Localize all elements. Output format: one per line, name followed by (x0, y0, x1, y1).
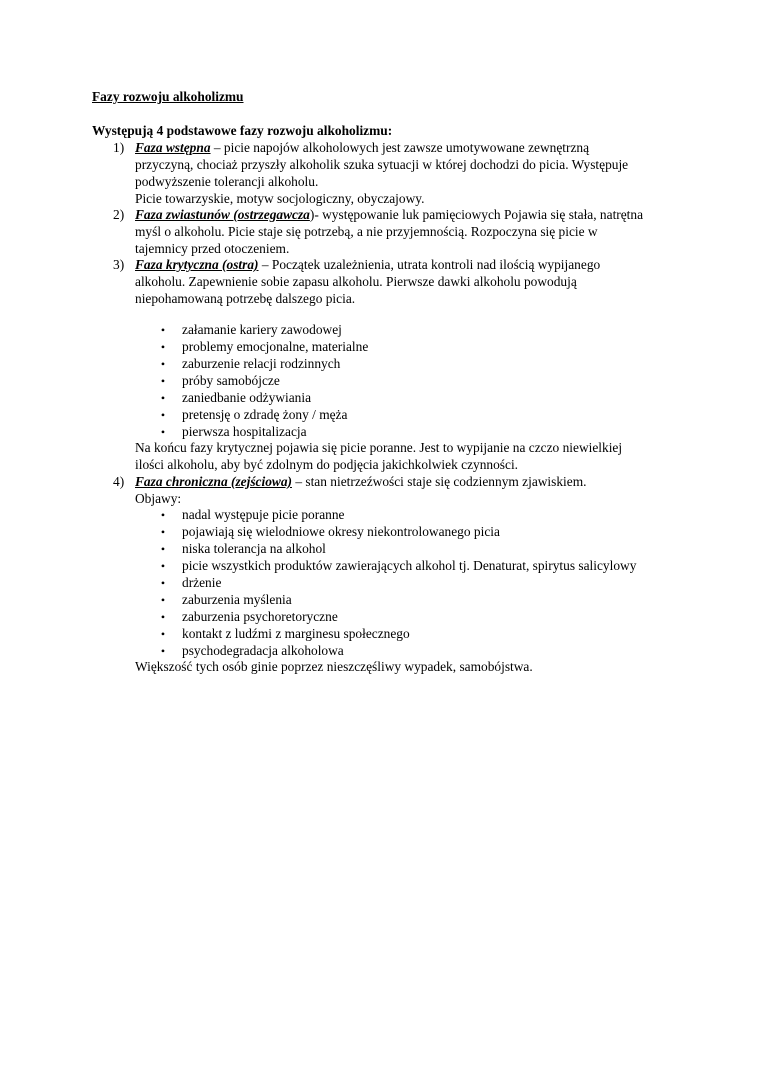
phase-number: 3) (113, 257, 125, 272)
phase-number: 1) (113, 140, 125, 155)
bullet-icon: • (160, 374, 166, 388)
page-title: Fazy rozwoju alkoholizmu (92, 89, 244, 104)
phase-note: ilości alkoholu, aby być zdolnym do podjęcia jakichkolwiek czynności. (135, 457, 519, 472)
bullet-icon: • (160, 627, 166, 641)
bullet-icon: • (160, 391, 166, 405)
phase-line: Picie towarzyskie, motyw socjologiczny, obyczajowy. (135, 191, 425, 206)
phase-line (135, 207, 643, 224)
list-item: pierwsza hospitalizacja (182, 424, 307, 439)
bullet-icon: • (160, 408, 166, 422)
phase-line (135, 257, 600, 274)
phase-name: Faza zwiastunów (ostrzegawcza (135, 207, 310, 222)
phase-line: podwyższenie tolerancji alkoholu. (135, 174, 319, 189)
phase-name: Faza krytyczna (ostra) (135, 257, 259, 272)
bullet-icon: • (160, 508, 166, 522)
phase-text: )- występowanie luk pamięciowych Pojawia się stała, natrętna (309, 207, 644, 222)
bullet-icon: • (160, 340, 166, 354)
bullet-icon: • (160, 576, 166, 590)
phase-number: 4) (113, 474, 125, 489)
phase-number: 2) (113, 207, 125, 222)
phase-text: – Początek uzależnienia, utrata kontroli nad ilością wypijanego (258, 257, 601, 272)
phase-line: tajemnicy przed otoczeniem. (135, 241, 290, 256)
phase-name: Faza chroniczna (zejściowa) (135, 474, 292, 489)
list-item: problemy emocjonalne, materialne (182, 339, 369, 354)
list-item: niska tolerancja na alkohol (182, 541, 326, 556)
list-item: zaniedbanie odżywiania (182, 390, 312, 405)
list-item: picie wszystkich produktów zawierających alkohol tj. Denaturat, spirytus salicylowy (182, 558, 637, 573)
list-item: załamanie kariery zawodowej (182, 322, 342, 337)
bullet-icon: • (160, 542, 166, 556)
list-item: zaburzenie relacji rodzinnych (182, 356, 341, 371)
bullet-icon: • (160, 323, 166, 337)
bullet-icon: • (160, 357, 166, 371)
list-item: zaburzenia myślenia (182, 592, 292, 607)
phase-line: alkoholu. Zapewnienie sobie zapasu alkoholu. Pierwsze dawki alkoholu powodują (135, 274, 577, 289)
list-item: kontakt z ludźmi z marginesu społecznego (182, 626, 410, 641)
bullet-icon: • (160, 644, 166, 658)
list-item: nadal występuje picie poranne (182, 507, 345, 522)
bullet-icon: • (160, 559, 166, 573)
list-item: drżenie (182, 575, 222, 590)
list-item: próby samobójcze (182, 373, 280, 388)
bullet-icon: • (160, 610, 166, 624)
intro-heading: Występują 4 podstawowe fazy rozwoju alkoholizmu: (92, 123, 393, 138)
phase-text: – stan nietrzeźwości staje się codziennym zjawiskiem. (291, 474, 587, 489)
phase-line: Objawy: (135, 491, 182, 506)
list-item: zaburzenia psychoretoryczne (182, 609, 338, 624)
bullet-icon: • (160, 593, 166, 607)
phase-text: – picie napojów alkoholowych jest zawsze umotywowane zewnętrzną (210, 140, 590, 155)
bullet-icon: • (160, 425, 166, 439)
bullet-icon: • (160, 525, 166, 539)
phase-line (135, 474, 586, 491)
phase-note: Na końcu fazy krytycznej pojawia się picie poranne. Jest to wypijanie na czczo niewielkiej (135, 440, 623, 455)
phase-name: Faza wstępna (135, 140, 211, 155)
phase-line: niepohamowaną potrzebę dalszego picia. (135, 291, 356, 306)
list-item: psychodegradacja alkoholowa (182, 643, 344, 658)
list-item: pretensję o zdradę żony / męża (182, 407, 348, 422)
phase-note: Większość tych osób ginie poprzez nieszczęśliwy wypadek, samobójstwa. (135, 659, 533, 674)
list-item: pojawiają się wielodniowe okresy niekontrolowanego picia (182, 524, 500, 539)
phase-line (135, 140, 589, 157)
phase-line: myśl o alkoholu. Picie staje się potrzebą, a nie przyjemnością. Rozpoczyna się picie w (135, 224, 598, 239)
phase-line: przyczyną, chociaż przyszły alkoholik szuka sytuacji w której dochodzi do picia. Występuje (135, 157, 629, 172)
